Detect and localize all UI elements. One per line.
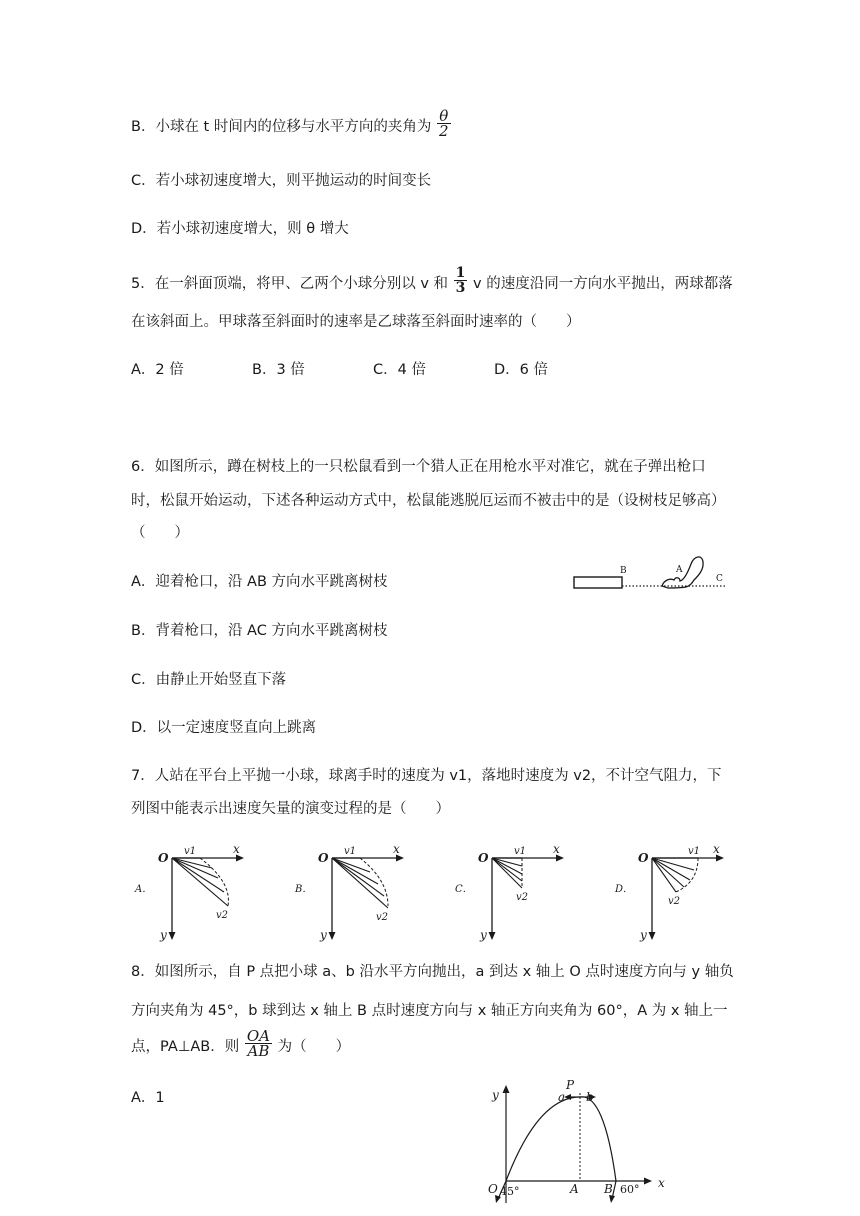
y-axis-label: y xyxy=(160,928,167,942)
label-b: B xyxy=(620,566,627,576)
v2-label: v2 xyxy=(216,910,229,921)
y-axis-arrow-icon xyxy=(503,1085,510,1093)
x-axis-label: x xyxy=(393,842,400,856)
q5-option-d: D．6 倍 xyxy=(494,362,548,378)
q4-option-b-text: B．小球在 t 时间内的位移与水平方向的夹角为 xyxy=(131,119,432,135)
q6-option-b: B．背着枪口，沿 AC 方向水平跳离树枝 xyxy=(131,623,388,639)
q5-line-1-pre: 5．在一斜面顶端，将甲、乙两个小球分别以 v 和 xyxy=(131,276,449,292)
v1-label: v1 xyxy=(688,846,701,857)
velocity-at-b-arrow-icon xyxy=(609,1195,615,1203)
y-axis-arrow-icon xyxy=(649,932,656,940)
oa-over-ab-fraction: $\frac{OA}{AB}$ xyxy=(246,1026,270,1060)
q8-line-1: 8．如图所示，自 P 点把小球 a、b 沿水平方向抛出，a 到达 x 轴上 O 点时速度方向与 y 轴负 xyxy=(131,964,734,980)
q5-option-a: A．2 倍 xyxy=(131,362,184,378)
velocity-vector-1 xyxy=(332,858,370,872)
origin-label: O xyxy=(318,851,329,865)
q4-option-d: D．若小球初速度增大，则 θ 增大 xyxy=(131,221,349,237)
q8-line-3 xyxy=(131,1026,351,1060)
gun-squirrel-figure xyxy=(570,550,730,595)
y-axis-label: y xyxy=(480,928,487,942)
velocity-diagram-c xyxy=(452,842,577,942)
q6-line-3: （ ） xyxy=(131,525,189,541)
q5-option-b: B．3 倍 xyxy=(252,362,305,378)
option-label-c: C． xyxy=(455,884,473,895)
q8-option-a: A．1 xyxy=(131,1090,165,1106)
q6-option-d: D．以一定速度竖直向上跳离 xyxy=(131,720,317,736)
v1-label: v1 xyxy=(514,846,527,857)
trajectory-curve xyxy=(200,858,228,906)
trajectory-curve xyxy=(676,858,698,892)
trajectory-a xyxy=(506,1097,580,1181)
v1-label: v1 xyxy=(184,846,197,857)
label-p: P xyxy=(566,1078,575,1092)
v1-label: v1 xyxy=(344,846,357,857)
origin-label: O xyxy=(158,851,169,865)
x-axis-arrow-icon xyxy=(644,1178,652,1185)
q5-option-c: C．4 倍 xyxy=(373,362,426,378)
label-b-ball: b xyxy=(586,1090,594,1104)
velocity-diagram-d xyxy=(612,842,737,942)
label-o: O xyxy=(488,1182,498,1196)
y-axis-arrow-icon xyxy=(329,932,336,940)
q5-line-1 xyxy=(131,264,733,296)
q5-line-1-post: v 的速度沿同一方向水平抛出，两球都落 xyxy=(473,276,733,292)
origin-label: O xyxy=(478,851,489,865)
velocity-diagram-a xyxy=(132,842,257,942)
q6-option-a: A．迎着枪口，沿 AB 方向水平跳离树枝 xyxy=(131,574,388,590)
theta-over-two-fraction: $\frac{\theta}{2}$ xyxy=(438,106,449,140)
x-axis-label: x xyxy=(553,842,560,856)
x-axis-label: x xyxy=(713,842,720,856)
v2-vector xyxy=(652,858,676,892)
label-a: A xyxy=(676,565,683,575)
v2-label: v2 xyxy=(668,896,681,907)
q7-line-2: 列图中能表示出速度矢量的演变过程的是（ ） xyxy=(131,801,450,817)
q8-line-2: 方向夹角为 45°，b 球到达 x 轴上 B 点时速度方向与 x 轴正方向夹角为 60°，A 为 x 轴上一 xyxy=(131,1003,728,1019)
q8-line-3-pre: 点，PA⊥AB．则 xyxy=(131,1039,240,1055)
option-label-b: B． xyxy=(295,884,313,895)
q6-line-1: 6．如图所示，蹲在树枝上的一只松鼠看到一个猎人正在用枪水平对准它，就在子弹出枪口 xyxy=(131,459,706,475)
q5-line-2: 在该斜面上。甲球落至斜面时的速率是乙球落至斜面时速率的（ ） xyxy=(131,314,581,330)
q8-line-3-post: 为（ ） xyxy=(277,1039,351,1055)
gun-barrel xyxy=(574,577,622,588)
q4-option-b xyxy=(131,106,452,140)
x-axis-label: x xyxy=(658,1176,665,1190)
q6-line-2: 时，松鼠开始运动，下述各种运动方式中，松鼠能逃脱厄运而不被击中的是（设树枝足够高） xyxy=(131,493,726,509)
y-axis-label: y xyxy=(492,1088,499,1102)
x-axis-label: x xyxy=(233,842,240,856)
v2-vector xyxy=(332,858,388,908)
v2-label: v2 xyxy=(516,892,529,903)
option-label-d: D． xyxy=(615,884,634,895)
one-third-fraction: $\frac{1}{3}$ xyxy=(455,264,466,296)
projectile-figure xyxy=(480,1075,680,1216)
q7-line-1: 7．人站在平台上平抛一小球，球离手时的速度为 v1，落地时速度为 v2，不计空气阻力，下 xyxy=(131,768,722,784)
q6-option-c: C．由静止开始竖直下落 xyxy=(131,672,287,688)
v2-label: v2 xyxy=(376,912,389,923)
angle-60-label: 60° xyxy=(620,1183,640,1196)
option-label-a: A． xyxy=(135,884,153,895)
q4-option-c: C．若小球初速度增大，则平抛运动的时间变长 xyxy=(131,173,432,189)
y-axis-arrow-icon xyxy=(169,932,176,940)
velocity-diagram-b xyxy=(292,842,417,942)
label-B: B xyxy=(604,1182,613,1196)
y-axis-label: y xyxy=(640,928,647,942)
label-A: A xyxy=(570,1182,579,1196)
squirrel-icon xyxy=(662,557,703,588)
trajectory-b xyxy=(580,1097,616,1181)
velocity-vector-2 xyxy=(652,858,690,880)
label-a-ball: a xyxy=(558,1090,566,1104)
velocity-vector-2 xyxy=(332,858,378,884)
velocity-vector-2 xyxy=(492,858,522,874)
y-axis-label: y xyxy=(320,928,327,942)
angle-45-label: 45° xyxy=(500,1185,520,1198)
origin-label: O xyxy=(638,851,649,865)
y-axis-arrow-icon xyxy=(489,932,496,940)
velocity-vector-3 xyxy=(332,858,384,896)
label-c: C xyxy=(716,574,723,584)
velocity-vector-3 xyxy=(172,858,224,892)
